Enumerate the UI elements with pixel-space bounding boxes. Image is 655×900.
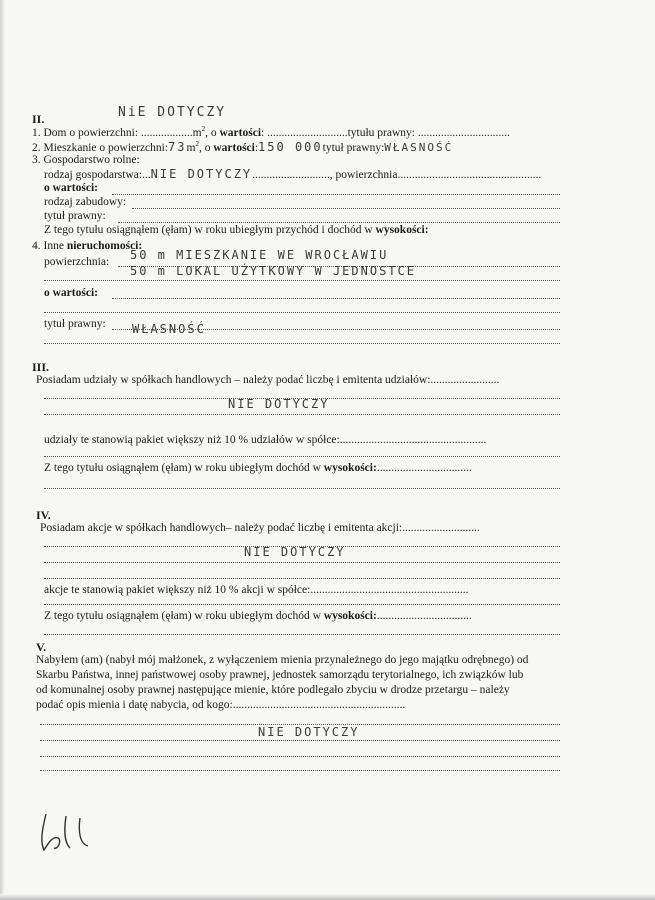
gospodarstwo-zabudowa: rodzaj zabudowy: [44, 196, 127, 208]
akcje-text: Posiadam akcje w spółkach handlowych– należy podać liczbę i emitenta akcji:........................... [40, 522, 480, 534]
mienie-p4: podać opis mienia i datę nabycia, od kogo:............................................................ [36, 699, 406, 711]
udzialy-dochod: Z tego tytułu osiągnąłem (ęłam) w roku ubiegłym dochód w wysokości:................................. [44, 462, 472, 474]
handwritten-signature [36, 812, 106, 854]
dotted-line [112, 329, 560, 330]
dotted-line [40, 770, 560, 771]
dotted-line [44, 562, 560, 563]
dotted-line [44, 488, 560, 489]
dotted-line [44, 343, 560, 344]
section-v-heading: V. [36, 640, 47, 654]
gospodarstwo-dochod: Z tego tytułu osiągnąłem (ęłam) w roku ubiegłym przychód i dochód w wysokości: [44, 224, 429, 236]
dotted-line [112, 194, 560, 195]
dotted-line [44, 280, 560, 281]
gospodarstwo-tytul: tytuł prawny: [44, 210, 106, 222]
dotted-line [44, 456, 560, 457]
dotted-line [44, 634, 560, 635]
gospodarstwo-wartosc: o wartości: [44, 182, 98, 194]
mienie-p3: od komunalnej osoby prawnej następujące mienie, które podlegało zbyciu w drodze przetargu – należy [36, 684, 510, 696]
udzialy-pakiet: udziały te stanowią pakiet większy niż 10 % udziałów w spółce:................................................... [44, 434, 487, 446]
handwritten-nie-dotyczy-iv: NIE DOTYCZY [244, 545, 346, 559]
akcje-pakiet: akcje te stanowią pakiet większy niż 10 % akcji w spółce:....................................................... [44, 584, 469, 596]
dotted-line [40, 740, 560, 741]
dotted-line [44, 414, 560, 415]
nieruchomosci-wartosc: o wartości: [44, 287, 98, 299]
gospodarstwo-rodzaj: rodzaj gospodarstwa:...NIE DOTYCZY..........................., powierzchnia.................................................. [44, 167, 542, 181]
item-mieszkanie: 2. Mieszkanie o $powierzchni:73m^2$, o wartości:150 000tytuł prawny:WŁASNOŚĆ [32, 139, 454, 154]
dotted-line [44, 312, 560, 313]
handwritten-nie-dotyczy-v: NIE DOTYCZY [258, 725, 360, 739]
section-iv-heading: IV. [36, 508, 51, 522]
item-inne-nieruchomosci: 4. Inne nieruchomości: [32, 240, 143, 252]
dotted-line [132, 208, 560, 209]
handwritten-nie-dotyczy-iii: NIE DOTYCZY [228, 397, 330, 411]
scan-shadow-left [0, 0, 5, 900]
akcje-dochod: Z tego tytułu osiągnąłem (ęłam) w roku ubiegłym dochód w wysokości:................................. [44, 610, 472, 622]
section-iii-heading: III. [32, 360, 50, 374]
handwritten-mieszkanie: 50 m MIESZKANIE WE WROCŁAWIU [130, 248, 389, 262]
handwritten-nie-dotyczy-ii: NiE DOTYCZY [118, 105, 227, 120]
dotted-line [40, 756, 560, 757]
handwritten-lokal: 50 m LOKAL UŻYTKOWY W JEDNOSTCE [130, 264, 416, 278]
dotted-line [118, 222, 560, 223]
mienie-p1: Nabyłem (am) (nabył mój małżonek, z wyłączeniem mienia przynależnego do jego majątku odrębnego) od [36, 654, 529, 666]
item-dom: 1. Dom o powierzchni: $..................m^2$, o wartości: ............................tytułu prawny: ................................ [32, 125, 510, 139]
section-ii-heading: II. [32, 112, 45, 126]
nieruchomosci-tytul: tytuł prawny: [44, 318, 106, 330]
mienie-p2: Skarbu Państwa, innej państwowej osoby prawnej, jednostek samorządu terytorialnego, ich związków lub [36, 669, 524, 681]
dotted-line [112, 298, 560, 299]
dotted-line [44, 604, 560, 605]
udzialy-text: Posiadam udziały w spółkach handlowych – należy podać liczbę i emitenta udziałów:........................ [36, 374, 500, 386]
handwritten-wlasnosc: WŁASNOŚĆ [132, 322, 206, 336]
scan-shadow-bottom [0, 894, 655, 900]
dotted-line [44, 578, 560, 579]
item-gospodarstwo: 3. Gospodarstwo rolne: [32, 154, 140, 166]
nieruchomosci-powierzchnia: powierzchnia: [44, 256, 110, 268]
